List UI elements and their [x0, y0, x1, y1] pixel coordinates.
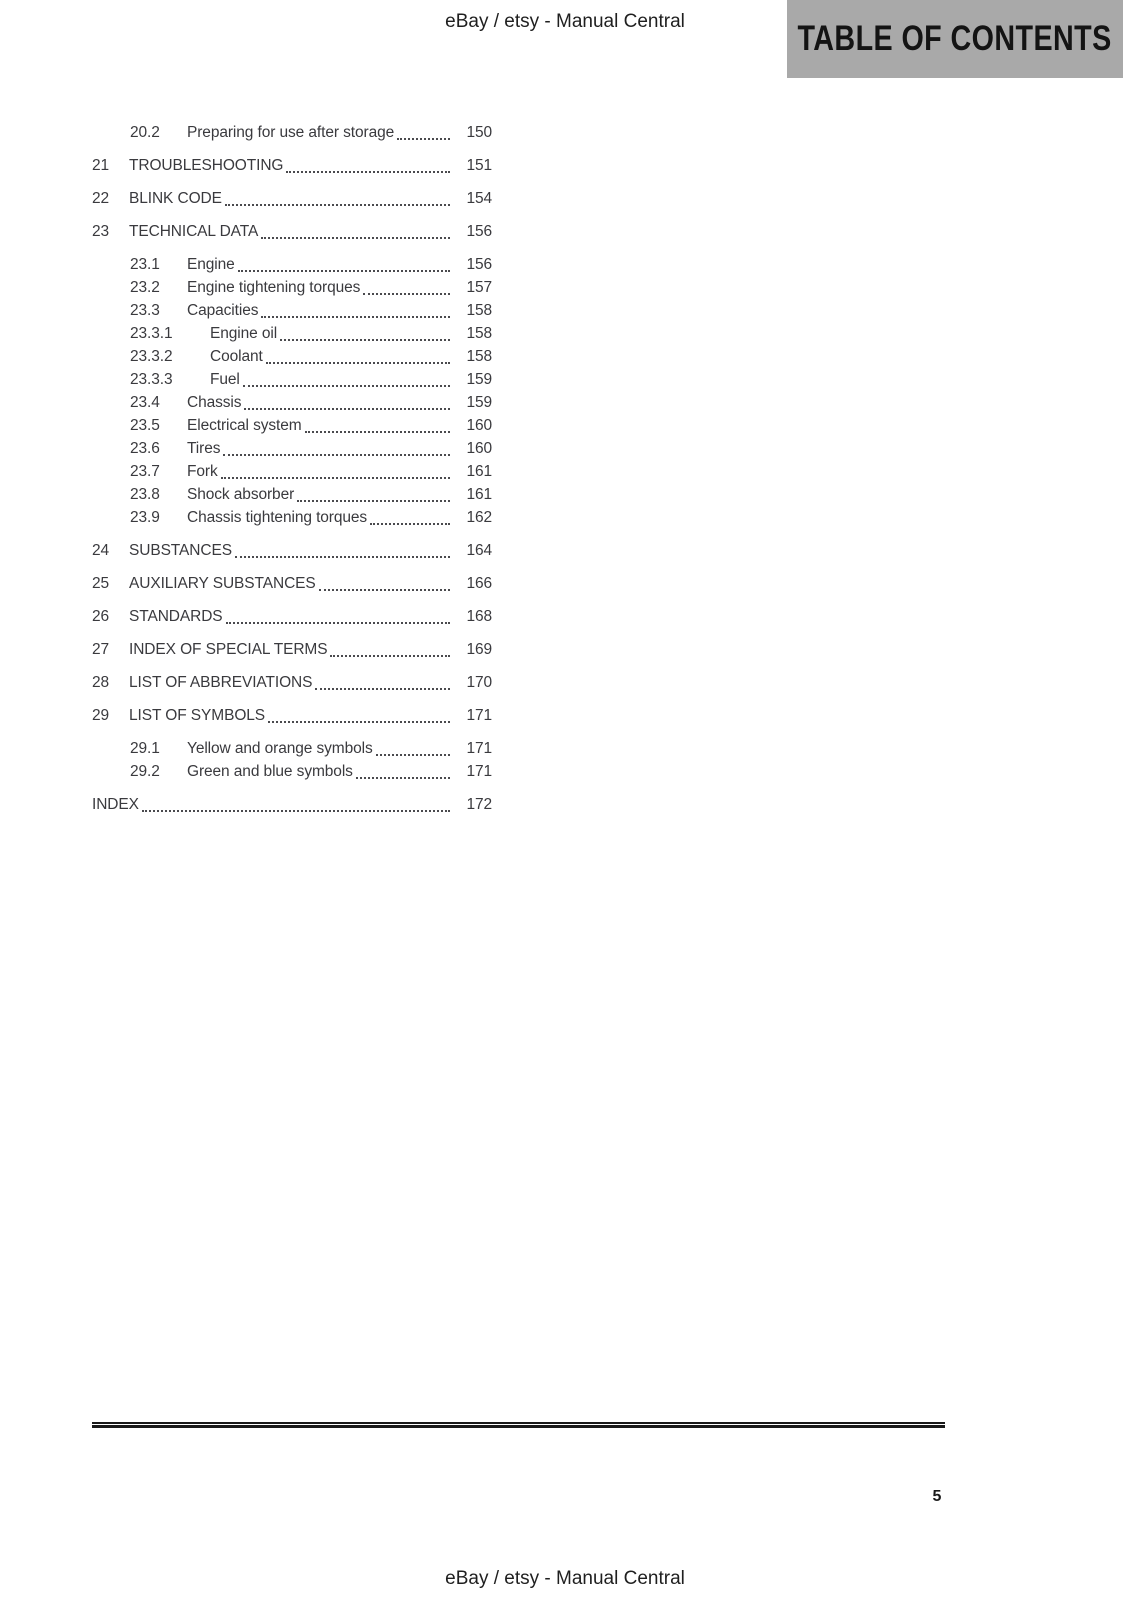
toc-row [92, 276, 492, 299]
toc-entry-title: Tires [187, 440, 221, 457]
toc-row [92, 704, 492, 727]
toc-entry-number: 23 [92, 223, 110, 240]
toc-entry-page: 171 [466, 707, 492, 724]
toc-entry-number: 28 [92, 674, 110, 691]
toc-leader-dots [261, 316, 450, 318]
toc-row [92, 671, 492, 694]
toc-row [92, 483, 492, 506]
toc-row [92, 506, 492, 529]
toc-entry-page: 172 [466, 796, 492, 813]
toc-entry-title: Engine oil [210, 325, 278, 342]
toc-entry-number: 23.3.2 [130, 348, 173, 365]
toc-leader-dots [315, 688, 450, 690]
toc-entry-page: 157 [466, 279, 492, 296]
toc-entry-page: 154 [466, 190, 492, 207]
header-doc-title: eBay / etsy - Manual Central [445, 11, 685, 32]
toc-entry-number: 23.9 [130, 509, 160, 526]
toc-entry-title: Chassis [187, 394, 242, 411]
toc-entry-number: 23.5 [130, 417, 160, 434]
toc-entry-title: SUBSTANCES [129, 542, 232, 559]
toc-leader-dots [221, 477, 450, 479]
toc-leader-dots [376, 754, 450, 756]
toc-entry-number: 23.7 [130, 463, 160, 480]
toc-row [92, 253, 492, 276]
toc-leader-dots [397, 138, 450, 140]
toc-entry-page: 150 [466, 124, 492, 141]
toc-leader-dots [305, 431, 450, 433]
toc-row [92, 154, 492, 177]
toc-entry-page: 166 [466, 575, 492, 592]
toc-entry-title: STANDARDS [129, 608, 223, 625]
toc-row [92, 760, 492, 783]
toc-leader-dots [261, 237, 450, 239]
toc-row [92, 345, 492, 368]
toc-entry-page: 156 [466, 223, 492, 240]
toc-entry-title: LIST OF ABBREVIATIONS [129, 674, 313, 691]
toc-leader-dots [356, 777, 450, 779]
toc-row [92, 299, 492, 322]
toc-entry-number: 24 [92, 542, 110, 559]
toc-entry-page: 162 [466, 509, 492, 526]
toc-leader-dots [238, 270, 450, 272]
footer-rule [92, 1422, 945, 1428]
toc-leader-dots [268, 721, 450, 723]
footer-doc-title: eBay / etsy - Manual Central [445, 1568, 685, 1589]
page-heading-box [787, 0, 1123, 78]
toc-entry-number: 29.1 [130, 740, 160, 757]
toc-entry-number: 23.3.3 [130, 371, 173, 388]
toc-entry-number: 29.2 [130, 763, 160, 780]
toc-entry-number: 23.4 [130, 394, 160, 411]
toc-entry-page: 156 [466, 256, 492, 273]
toc-entry-number: 23.2 [130, 279, 160, 296]
toc-entry-page: 151 [466, 157, 492, 174]
toc-row [92, 460, 492, 483]
toc-leader-dots [142, 810, 450, 812]
toc-row [92, 638, 492, 661]
table-of-contents [92, 121, 492, 816]
toc-entry-page: 171 [466, 763, 492, 780]
toc-entry-title: TECHNICAL DATA [129, 223, 259, 240]
toc-entry-page: 158 [466, 348, 492, 365]
page-heading: TABLE OF CONTENTS [797, 19, 1113, 58]
toc-entry-title: BLINK CODE [129, 190, 222, 207]
toc-entry-number: 23.1 [130, 256, 160, 273]
toc-entry-page: 168 [466, 608, 492, 625]
toc-row [92, 793, 492, 816]
toc-entry-title: Engine tightening torques [187, 279, 361, 296]
toc-entry-title: Engine [187, 256, 235, 273]
toc-entry-title: Yellow and orange symbols [187, 740, 373, 757]
toc-row [92, 414, 492, 437]
toc-row [92, 368, 492, 391]
toc-leader-dots [319, 589, 450, 591]
toc-row [92, 391, 492, 414]
toc-row [92, 572, 492, 595]
toc-entry-title: Preparing for use after storage [187, 124, 395, 141]
toc-row [92, 121, 492, 144]
toc-entry-title: Green and blue symbols [187, 763, 353, 780]
toc-entry-title: Shock absorber [187, 486, 295, 503]
toc-leader-dots [266, 362, 450, 364]
toc-entry-number: 26 [92, 608, 110, 625]
toc-row [92, 220, 492, 243]
toc-entry-title: INDEX OF SPECIAL TERMS [129, 641, 328, 658]
toc-leader-dots [286, 171, 450, 173]
toc-entry-number: 23.8 [130, 486, 160, 503]
toc-entry-page: 160 [466, 440, 492, 457]
footer-page-number: 5 [932, 1488, 942, 1505]
toc-row [92, 437, 492, 460]
toc-leader-dots [244, 408, 450, 410]
toc-entry-number: 21 [92, 157, 110, 174]
toc-entry-number: 25 [92, 575, 110, 592]
toc-entry-number: 23.6 [130, 440, 160, 457]
toc-entry-page: 158 [466, 302, 492, 319]
toc-entry-number: 20.2 [130, 124, 160, 141]
toc-entry-number: 23.3.1 [130, 325, 173, 342]
toc-entry-title: LIST OF SYMBOLS [129, 707, 266, 724]
toc-entry-title: Fuel [210, 371, 240, 388]
toc-entry-page: 161 [466, 463, 492, 480]
toc-leader-dots [297, 500, 450, 502]
toc-leader-dots [226, 622, 450, 624]
toc-entry-title: AUXILIARY SUBSTANCES [129, 575, 316, 592]
toc-leader-dots [363, 293, 450, 295]
toc-entry-page: 171 [466, 740, 492, 757]
toc-entry-title: Chassis tightening torques [187, 509, 368, 526]
toc-entry-title: Fork [187, 463, 218, 480]
toc-entry-page: 169 [466, 641, 492, 658]
toc-row [92, 539, 492, 562]
toc-entry-title: Electrical system [187, 417, 302, 434]
toc-row [92, 737, 492, 760]
toc-leader-dots [243, 385, 450, 387]
toc-entry-number: 22 [92, 190, 110, 207]
toc-leader-dots [330, 655, 450, 657]
toc-entry-number: 27 [92, 641, 110, 658]
toc-entry-page: 170 [466, 674, 492, 691]
toc-entry-number: 29 [92, 707, 110, 724]
toc-entry-page: 160 [466, 417, 492, 434]
toc-entry-page: 161 [466, 486, 492, 503]
toc-entry-number: 23.3 [130, 302, 160, 319]
toc-entry-title: Coolant [210, 348, 263, 365]
toc-leader-dots [223, 454, 450, 456]
toc-entry-title: Capacities [187, 302, 259, 319]
toc-leader-dots [280, 339, 450, 341]
toc-leader-dots [235, 556, 450, 558]
toc-row [92, 187, 492, 210]
toc-leader-dots [225, 204, 450, 206]
toc-entry-page: 158 [466, 325, 492, 342]
toc-entry-page: 164 [466, 542, 492, 559]
toc-leader-dots [370, 523, 450, 525]
toc-row [92, 605, 492, 628]
toc-entry-title: TROUBLESHOOTING [129, 157, 284, 174]
toc-entry-title: INDEX [92, 796, 139, 813]
toc-row [92, 322, 492, 345]
toc-entry-page: 159 [466, 394, 492, 411]
toc-entry-page: 159 [466, 371, 492, 388]
